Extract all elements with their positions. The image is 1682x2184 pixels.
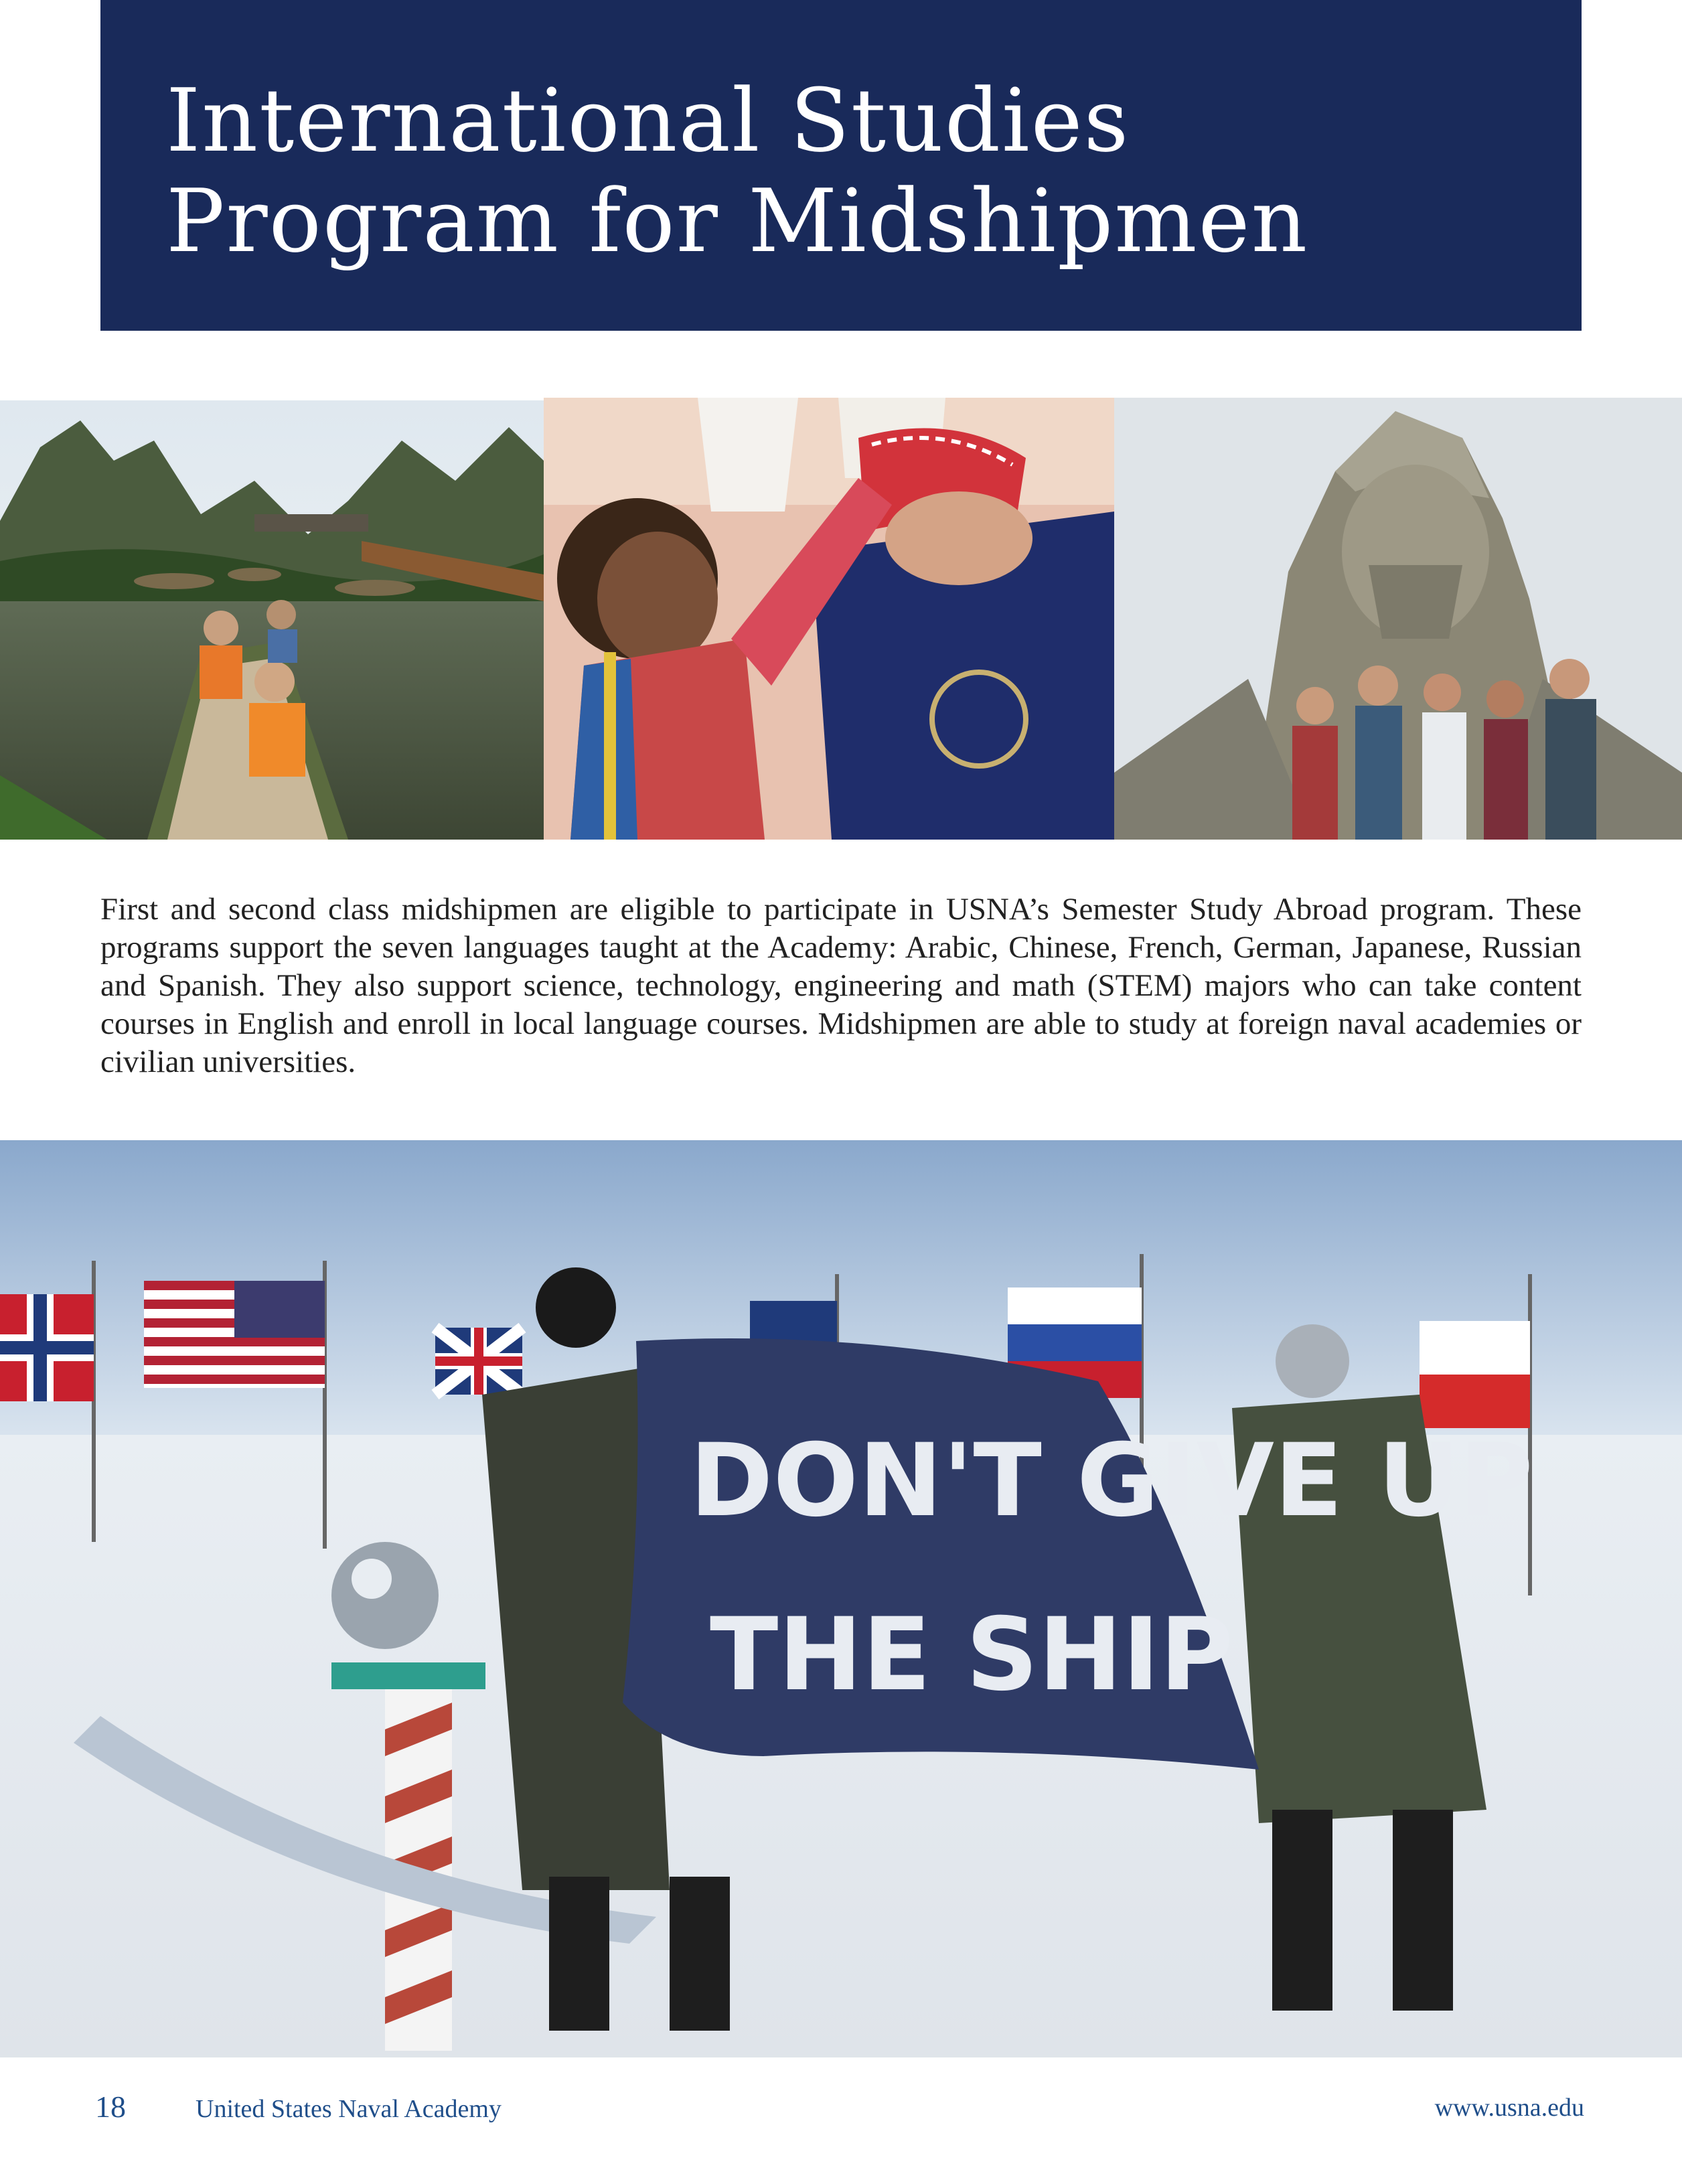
footer-website-link[interactable]: www.usna.edu: [1434, 2094, 1584, 2122]
page-number: 18: [95, 2090, 126, 2124]
photo-south-pole-flag: [0, 1140, 1682, 2057]
page-title-line-1: International Studies: [166, 70, 1130, 171]
body-paragraph: First and second class midshipmen are eligible to participate in USNA’s Semester Study Abroad program. These programs support the seven languages taught at the Academy: Arabic, Chinese, French, German, Japanese, Russian and Spanish. They also support science, technology, engineering and math (STEM) majors who can take content courses in English and enroll in local language courses. Midshipmen are able to study at foreign naval academies or civilian universities.: [100, 892, 1582, 1079]
photo-river-boats: [0, 400, 544, 840]
title-banner: [100, 0, 1582, 331]
footer-organization: United States Naval Academy: [196, 2095, 502, 2123]
banner-line-1: DON'T GIVE UP: [690, 1423, 1533, 1539]
photo-statue-group: [1114, 398, 1682, 840]
banner-line-2: THE SHIP: [710, 1597, 1233, 1713]
page-title-line-2: Program for Midshipmen: [166, 170, 1309, 272]
photo-headscarf: [544, 398, 1114, 840]
